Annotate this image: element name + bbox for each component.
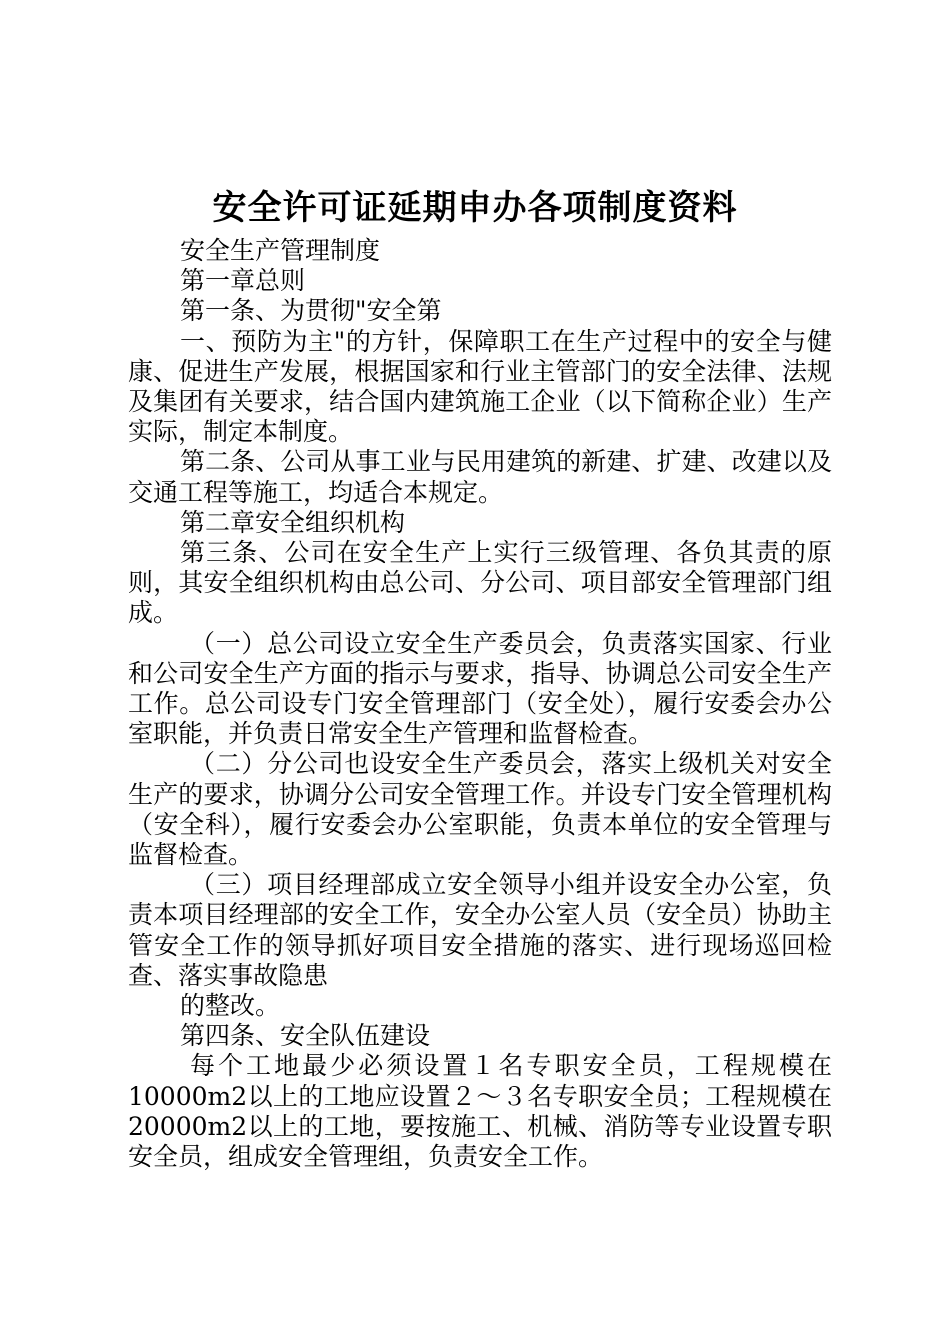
paragraph: 的整改。 [180, 991, 281, 1021]
article-heading: 第一条、为贯彻"安全第 [180, 296, 442, 326]
paragraph: （三）项目经理部成立安全领导小组并设安全办公室，负责本项目经理部的安全工作，安全办公室人员（安全员）协助主管安全工作的领导抓好项目安全措施的落实、进行现场巡回检查、落实事故隐患 [128, 870, 832, 990]
chapter-heading: 第一章总则 [180, 266, 306, 296]
article-heading: 第四条、安全队伍建设 [180, 1021, 431, 1051]
paragraph: 一、预防为主"的方针，保障职工在生产过程中的安全与健康、促进生产发展，根据国家和行业主管部门的安全法律、法规及集团有关要求，结合国内建筑施工企业（以下简称企业）生产实际，制定本制度。 [128, 326, 832, 447]
paragraph: 每个工地最少必须设置１名专职安全员，工程规模在10000m2以上的工地应设置２～３名专职安全员；工程规模在20000m2以上的工地，要按施工、机械、消防等专业设置专职安全员，组成安全管理组，负责安全工作。 [128, 1051, 832, 1172]
paragraph: （一）总公司设立安全生产委员会，负责落实国家、行业和公司安全生产方面的指示与要求，指导、协调总公司安全生产工作。总公司设专门安全管理部门（安全处），履行安委会办公室职能，并负责日常安全生产管理和监督检查。 [128, 628, 832, 749]
paragraph-heading: 安全生产管理制度 [180, 236, 381, 265]
document-title: 安全许可证延期申办各项制度资料 [212, 188, 738, 228]
chapter-heading: 第二章安全组织机构 [180, 507, 406, 537]
paragraph: （二）分公司也设安全生产委员会，落实上级机关对安全生产的要求，协调分公司安全管理工作。并设专门安全管理机构（安全科），履行安委会办公室职能，负责本单位的安全管理与监督检查。 [128, 749, 832, 870]
paragraph: 第二条、公司从事工业与民用建筑的新建、扩建、改建以及交通工程等施工，均适合本规定。 [128, 447, 832, 507]
paragraph: 第三条、公司在安全生产上实行三级管理、各负其责的原则，其安全组织机构由总公司、分公司、项目部安全管理部门组成。 [128, 538, 832, 628]
document-body [128, 236, 832, 1172]
